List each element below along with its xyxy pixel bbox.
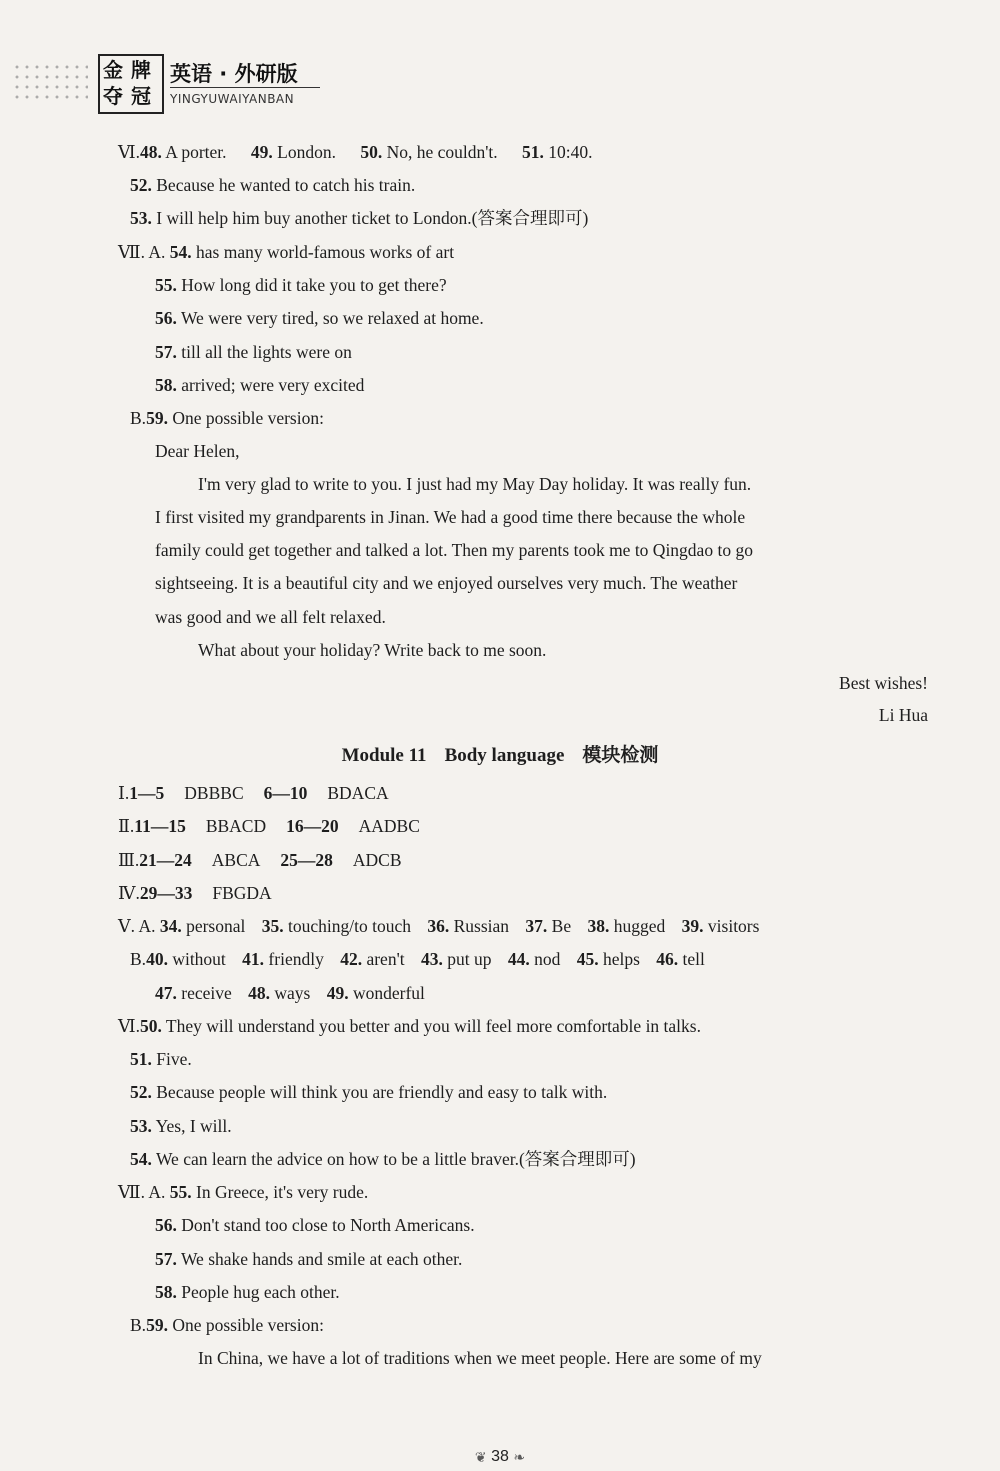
module-topic: Body language <box>444 745 565 766</box>
dot-pattern <box>12 62 88 102</box>
answer-line: Ⅴ. A. 34. personal 35. touching/to touch 36. Russian 37. Be 38. hugged 39. visitors <box>118 916 760 936</box>
answer-line: 57. till all the lights were on <box>155 342 352 362</box>
answer-line: 53. Yes, I will. <box>130 1116 232 1136</box>
letter-closing: Best wishes! <box>839 673 928 693</box>
logo-char: 牌 <box>131 58 151 82</box>
answer-line: Ⅰ.1—5 DBBBC 6—10 BDACA <box>118 783 389 803</box>
page-number: 38 <box>491 1448 509 1466</box>
answer-line: B.59. One possible version: <box>130 1315 324 1335</box>
answer-line: 52. Because he wanted to catch his train. <box>130 175 416 195</box>
answer-line: 56. We were very tired, so we relaxed at home. <box>155 308 484 328</box>
answer-line: Ⅱ.11—15 BBACD 16—20 AADBC <box>118 816 420 836</box>
letter-line: sightseeing. It is a beautiful city and we enjoyed ourselves very much. The weather <box>155 573 738 593</box>
logo-char: 夺 <box>103 84 123 108</box>
answer-line: Ⅶ. A. 55. In Greece, it's very rude. <box>118 1182 369 1202</box>
answer-line: 55. How long did it take you to get there? <box>155 275 447 295</box>
module-label: 模块检测 <box>582 744 659 766</box>
answer-line: 52. Because people will think you are friendly and easy to talk with. <box>130 1082 608 1102</box>
answer-line: Ⅲ.21—24 ABCA 25—28 ADCB <box>118 850 402 870</box>
letter-greeting: Dear Helen, <box>155 441 240 461</box>
header-divider <box>170 87 320 88</box>
answer-line: 51. Five. <box>130 1049 192 1069</box>
answer-line: 57. We shake hands and smile at each other. <box>155 1249 463 1269</box>
logo-char: 冠 <box>131 84 151 108</box>
answer-line: 47. receive 48. ways 49. wonderful <box>155 983 425 1003</box>
answer-line: 56. Don't stand too close to North Americans. <box>155 1215 475 1235</box>
answer-line: 58. arrived; were very excited <box>155 375 365 395</box>
answer-line: Ⅶ. A. 54. has many world-famous works of art <box>118 242 455 262</box>
logo-char: 金 <box>103 58 123 82</box>
module-number: Module 11 <box>341 745 427 766</box>
leaf-right-icon: ❧ <box>513 1449 526 1465</box>
page-footer <box>0 1446 1000 1468</box>
answer-line: B.40. without 41. friendly 42. aren't 43. put up 44. nod 45. helps 46. tell <box>130 949 705 969</box>
subject-pinyin: YINGYUWAIYANBAN <box>170 92 295 106</box>
module-heading <box>0 740 1000 771</box>
answer-line: Ⅵ.50. They will understand you better and you will feel more comfortable in talks. <box>118 1016 701 1036</box>
letter-signature: Li Hua <box>878 705 928 725</box>
essay-line: In China, we have a lot of traditions when we meet people. Here are some of my <box>198 1348 762 1368</box>
subject-title: 英语 · 外研版 <box>170 62 298 86</box>
letter-line: family could get together and talked a lot. Then my parents took me to Qingdao to go <box>155 540 753 560</box>
brand-logo <box>98 54 164 114</box>
letter-line: What about your holiday? Write back to me soon. <box>198 640 547 660</box>
answer-line: B.59. One possible version: <box>130 408 324 428</box>
answer-line: 58. People hug each other. <box>155 1282 340 1302</box>
answer-line: 54. We can learn the advice on how to be a little braver.(答案合理即可) <box>130 1149 636 1169</box>
letter-line: I first visited my grandparents in Jinan. We had a good time there because the whole <box>155 507 746 527</box>
leaf-left-icon: ❦ <box>474 1449 487 1465</box>
answer-line: 53. I will help him buy another ticket to London.(答案合理即可) <box>130 208 589 228</box>
answer-line: Ⅵ.48. A porter. 49. London. 50. No, he couldn't. 51. 10:40. <box>118 142 593 162</box>
letter-line: I'm very glad to write to you. I just had my May Day holiday. It was really fun. <box>198 474 752 494</box>
letter-line: was good and we all felt relaxed. <box>155 607 386 627</box>
answer-line: Ⅳ.29—33 FBGDA <box>118 883 272 903</box>
